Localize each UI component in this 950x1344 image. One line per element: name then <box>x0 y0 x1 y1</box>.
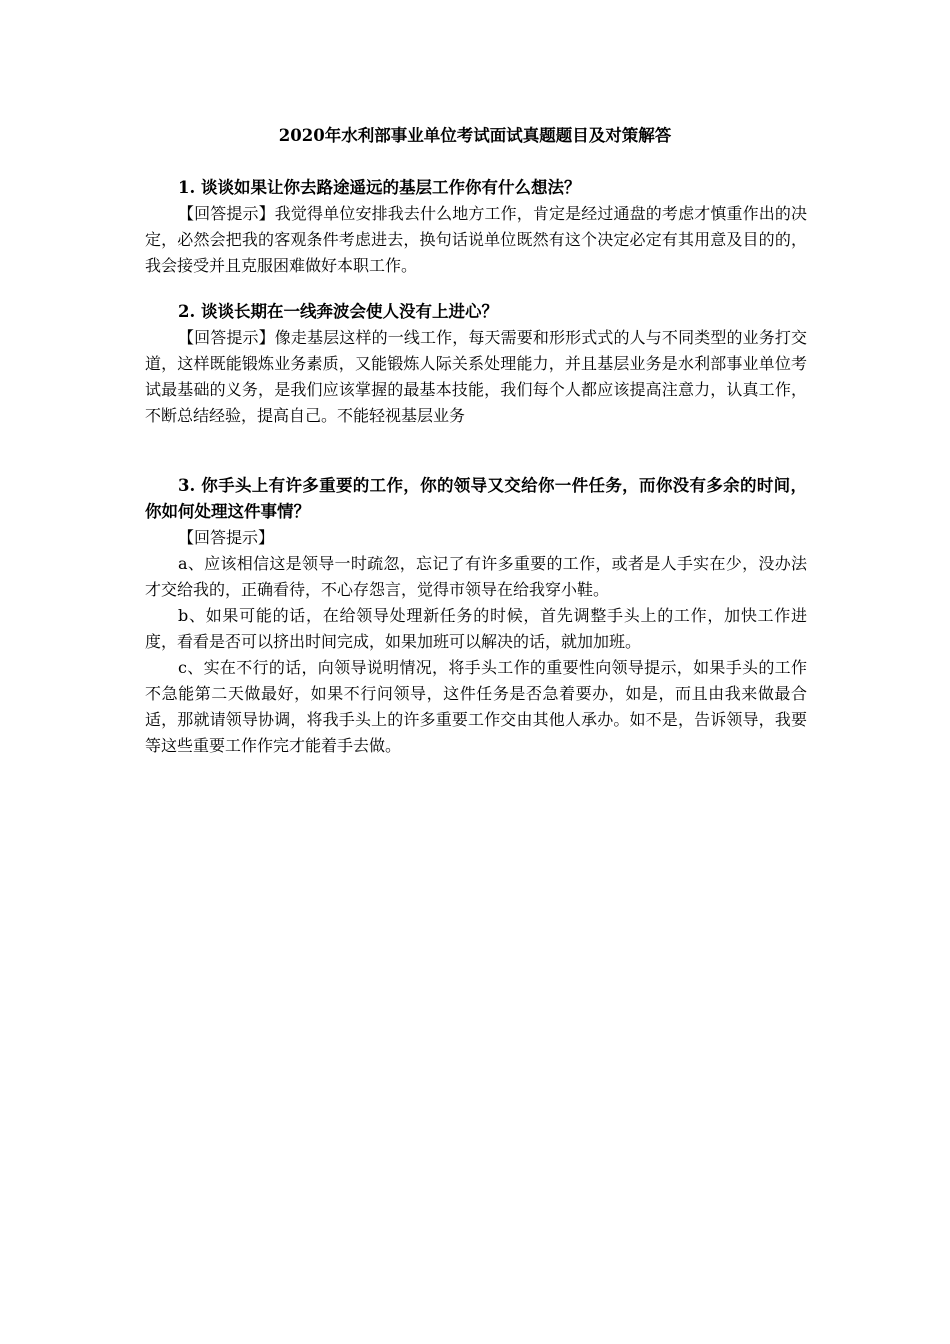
question-3-section <box>145 473 807 759</box>
question-2-heading: 2. 谈谈长期在一线奔波会使人没有上进心？ <box>178 302 498 321</box>
question-3-answer-b: b、如果可能的话，在给领导处理新任务的时候，首先调整手头上的工作，加快工作进度，看看是否可以挤出时间完成，如果加班可以解决的话，就加加班。 <box>145 606 807 651</box>
question-1-answer: 【回答提示】我觉得单位安排我去什么地方工作，肯定是经过通盘的考虑才慎重作出的决定，必然会把我的客观条件考虑进去，换句话说单位既然有这个决定必定有其用意及目的的，我会接受并且克服困难做好本职工作。 <box>145 204 807 275</box>
question-1-heading: 1. 谈谈如果让你去路途遥远的基层工作你有什么想法？ <box>178 178 581 197</box>
question-2-answer: 【回答提示】像走基层这样的一线工作，每天需要和形形式式的人与不同类型的业务打交道，这样既能锻炼业务素质，又能锻炼人际关系处理能力，并且基层业务是水利部事业单位考试最基础的义务，是我们应该掌握的最基本技能，我们每个人都应该提高注意力，认真工作，不断总结经验，提高自己。不能轻视基层业务 <box>145 328 807 425</box>
question-3-answer-c: c、实在不行的话，向领导说明情况，将手头工作的重要性向领导提示，如果手头的工作不急能第二天做最好，如果不行问领导，这件任务是否急着要办，如是，而且由我来做最合适，那就请领导协调，将我手头上的许多重要工作交由其他人承办。如不是，告诉领导，我要等这些重要工作作完才能着手去做。 <box>145 658 807 755</box>
question-3-hint-label: 【回答提示】 <box>178 528 275 547</box>
document-title: 2020年水利部事业单位考试面试真题题目及对策解答 <box>278 126 672 145</box>
question-1-section <box>145 175 807 279</box>
question-3-heading: 3. 你手头上有许多重要的工作，你的领导又交给你一件任务，而你没有多余的时间，你如何处理这件事情？ <box>145 476 807 521</box>
question-2-section <box>145 299 807 429</box>
question-3-answer-a: a、应该相信这是领导一时疏忽，忘记了有许多重要的工作，或者是人手实在少，没办法才交给我的，正确看待，不心存怨言，觉得市领导在给我穿小鞋。 <box>145 554 807 599</box>
